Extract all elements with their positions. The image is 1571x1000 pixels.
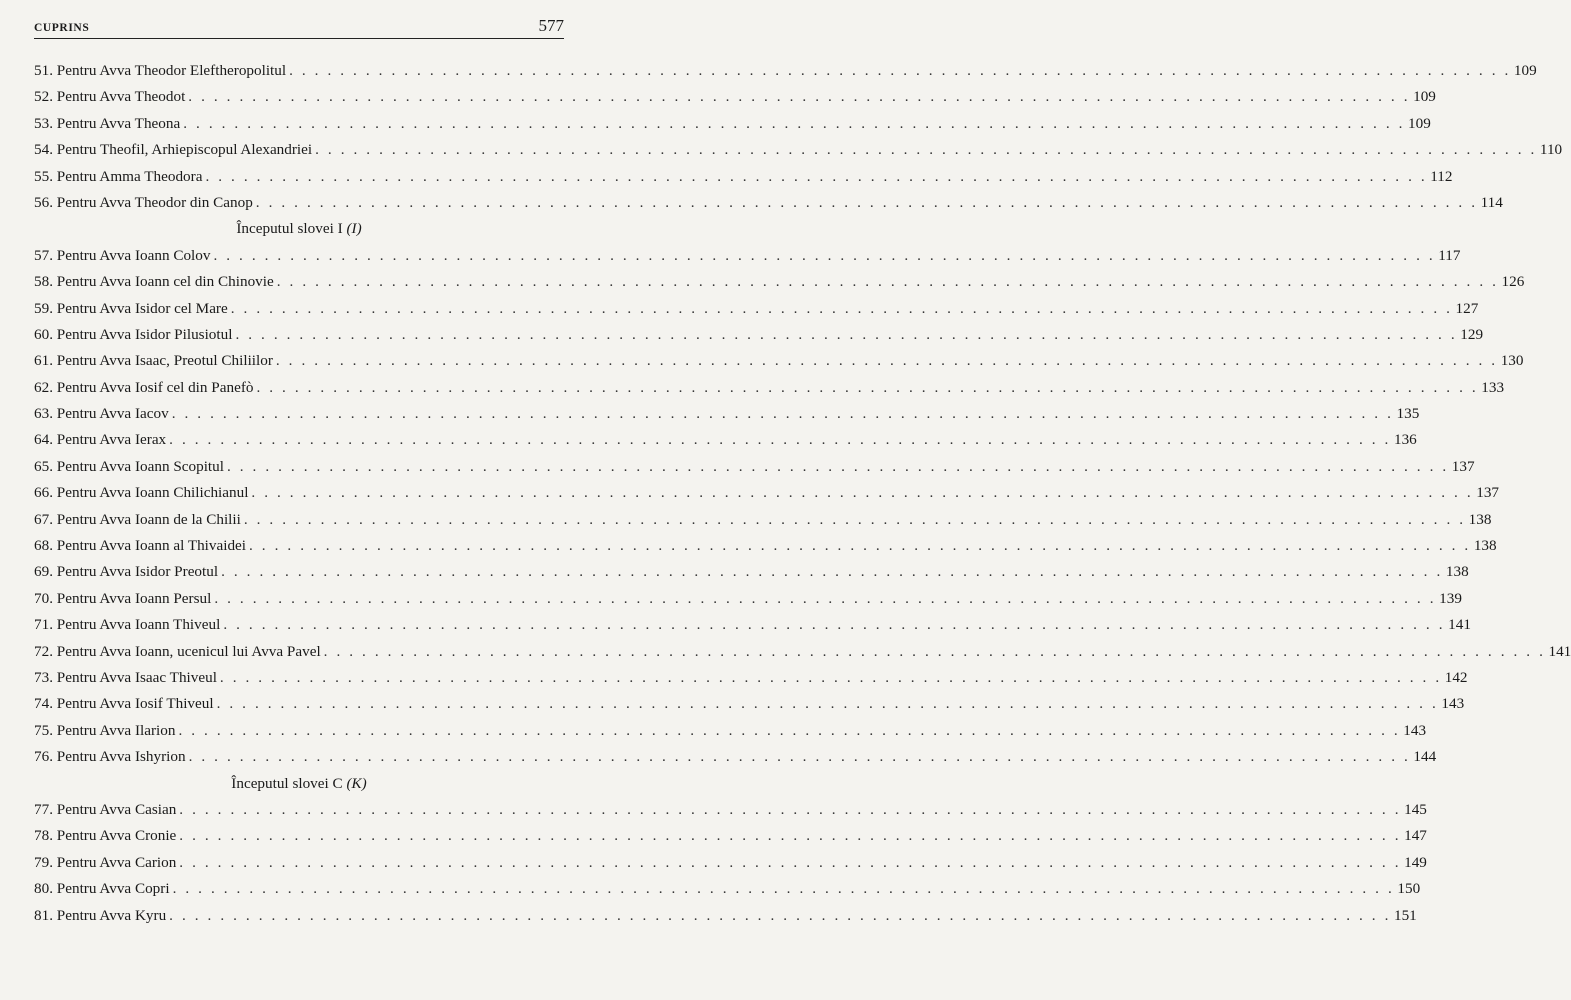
toc-entry-page: 151 xyxy=(1393,906,1417,924)
toc-entry-page: 143 xyxy=(1441,695,1465,713)
dot-leader: . . . . . . . . . . . . . . . . . . . . . . . . . . . . . . . . . . . . . . . . . . . . . . . . . . . . . . . . . . . . . . . . . . . . . . . . . . . . . . . . . . . . . . . . . . . . . . . . xyxy=(230,299,1453,317)
toc-entry-page: 142 xyxy=(1444,668,1468,686)
toc-entry-title: 76. Pentru Avva Ishyrion xyxy=(34,748,186,766)
toc-entry-title: 71. Pentru Avva Ioann Thiveul xyxy=(34,616,221,634)
dot-leader: . . . . . . . . . . . . . . . . . . . . . . . . . . . . . . . . . . . . . . . . . . . . . . . . . . . . . . . . . . . . . . . . . . . . . . . . . . . . . . . . . . . . . . . . . . . . . . . . xyxy=(219,668,1442,686)
toc-entry-title: 69. Pentru Avva Isidor Preotul xyxy=(34,563,219,581)
dot-leader: . . . . . . . . . . . . . . . . . . . . . . . . . . . . . . . . . . . . . . . . . . . . . . . . . . . . . . . . . . . . . . . . . . . . . . . . . . . . . . . . . . . . . . . . . . . . . . . . xyxy=(276,273,1499,291)
dot-leader: . . . . . . . . . . . . . . . . . . . . . . . . . . . . . . . . . . . . . . . . . . . . . . . . . . . . . . . . . . . . . . . . . . . . . . . . . . . . . . . . . . . . . . . . . . . . . . . . xyxy=(226,457,1449,475)
section-heading xyxy=(34,216,564,242)
dot-leader: . . . . . . . . . . . . . . . . . . . . . . . . . . . . . . . . . . . . . . . . . . . . . . . . . . . . . . . . . . . . . . . . . . . . . . . . . . . . . . . . . . . . . . . . . . . . . . . . xyxy=(213,246,1436,264)
toc-entry xyxy=(34,533,1497,559)
toc-entry xyxy=(34,375,1505,401)
toc-entry-title: 52. Pentru Avva Theodot xyxy=(34,88,186,106)
toc-entry xyxy=(34,876,1421,902)
toc-entry xyxy=(34,850,1427,876)
toc-entry xyxy=(34,559,1469,585)
toc-entry-title: 67. Pentru Avva Ioann de la Chilii xyxy=(34,510,241,528)
toc-entry-title: 51. Pentru Avva Theodor Eleftheropolitul xyxy=(34,62,287,79)
toc-entry-page: 149 xyxy=(1404,853,1427,871)
toc-entry-page: 139 xyxy=(1439,589,1462,607)
dot-leader: . . . . . . . . . . . . . . . . . . . . . . . . . . . . . . . . . . . . . . . . . . . . . . . . . . . . . . . . . . . . . . . . . . . . . . . . . . . . . . . . . . . . . . . . . . . . . . . . xyxy=(178,721,1401,739)
toc-entry xyxy=(34,612,1471,638)
toc-entry-page: 129 xyxy=(1460,325,1484,343)
toc-entry-page: 109 xyxy=(1513,62,1537,79)
toc-entry-page: 117 xyxy=(1438,246,1461,264)
toc-entry-title: 60. Pentru Avva Isidor Pilusiotul xyxy=(34,325,233,343)
toc-entry-title: 56. Pentru Avva Theodor din Canop xyxy=(34,193,253,211)
toc-entry-title: 74. Pentru Avva Iosif Thiveul xyxy=(34,695,214,713)
dot-leader: . . . . . . . . . . . . . . . . . . . . . . . . . . . . . . . . . . . . . . . . . . . . . . . . . . . . . . . . . . . . . . . . . . . . . . . . . . . . . . . . . . . . . . . . . . . . . . . . xyxy=(205,167,1428,185)
dot-leader: . . . . . . . . . . . . . . . . . . . . . . . . . . . . . . . . . . . . . . . . . . . . . . . . . . . . . . . . . . . . . . . . . . . . . . . . . . . . . . . . . . . . . . . . . . . . . . . . xyxy=(188,748,1411,766)
toc-entry-title: 55. Pentru Amma Theodora xyxy=(34,167,203,185)
toc-entry-page: 114 xyxy=(1480,193,1503,211)
toc-entry xyxy=(34,111,1431,137)
dot-leader: . . . . . . . . . . . . . . . . . . . . . . . . . . . . . . . . . . . . . . . . . . . . . . . . . . . . . . . . . . . . . . . . . . . . . . . . . . . . . . . . . . . . . . . . . . . . . . . . xyxy=(223,616,1446,634)
dot-leader: . . . . . . . . . . . . . . . . . . . . . . . . . . . . . . . . . . . . . . . . . . . . . . . . . . . . . . . . . . . . . . . . . . . . . . . . . . . . . . . . . . . . . . . . . . . . . . . . xyxy=(275,352,1498,370)
toc-entry xyxy=(34,454,1475,480)
toc-entry-title: 63. Pentru Avva Iacov xyxy=(34,405,169,423)
toc-entry-title: 79. Pentru Avva Carion xyxy=(34,853,177,871)
toc-entry-page: 145 xyxy=(1404,800,1427,818)
dot-leader: . . . . . . . . . . . . . . . . . . . . . . . . . . . . . . . . . . . . . . . . . . . . . . . . . . . . . . . . . . . . . . . . . . . . . . . . . . . . . . . . . . . . . . . . . . . . . . . . xyxy=(221,563,1443,581)
toc-entry-page: 136 xyxy=(1393,431,1417,449)
dot-leader: . . . . . . . . . . . . . . . . . . . . . . . . . . . . . . . . . . . . . . . . . . . . . . . . . . . . . . . . . . . . . . . . . . . . . . . . . . . . . . . . . . . . . . . . . . . . . . . . xyxy=(169,431,1391,449)
toc-entry-page: 133 xyxy=(1481,378,1505,396)
section-heading xyxy=(34,771,564,797)
dot-leader: . . . . . . . . . . . . . . . . . . . . . . . . . . . . . . . . . . . . . . . . . . . . . . . . . . . . . . . . . . . . . . . . . . . . . . . . . . . . . . . . . . . . . . . . . . . . . . . . xyxy=(183,114,1406,132)
toc-entry-title: 70. Pentru Avva Ioann Persul xyxy=(34,589,212,607)
toc-entry-page: 150 xyxy=(1397,880,1421,898)
running-title: CUPRINS xyxy=(34,22,90,34)
running-header xyxy=(34,16,564,39)
toc-entry-page: 143 xyxy=(1403,721,1427,739)
toc-entry xyxy=(34,480,1500,506)
toc-entry-title: 66. Pentru Avva Ioann Chilichianul xyxy=(34,484,249,502)
toc-entry-page: 138 xyxy=(1445,563,1469,581)
toc-entry xyxy=(34,797,1427,823)
toc-entry xyxy=(34,639,1571,665)
toc-entry-page: 130 xyxy=(1500,352,1524,370)
dot-leader: . . . . . . . . . . . . . . . . . . . . . . . . . . . . . . . . . . . . . . . . . . . . . . . . . . . . . . . . . . . . . . . . . . . . . . . . . . . . . . . . . . . . . . . . . . . . . . . . xyxy=(251,484,1474,502)
toc-entry-page: 127 xyxy=(1455,299,1479,317)
toc-entry xyxy=(34,243,1461,269)
toc-entry-title: 77. Pentru Avva Casian xyxy=(34,800,177,818)
page-number: 577 xyxy=(538,16,564,35)
dot-leader: . . . . . . . . . . . . . . . . . . . . . . . . . . . . . . . . . . . . . . . . . . . . . . . . . . . . . . . . . . . . . . . . . . . . . . . . . . . . . . . . . . . . . . . . . . . . . . . . xyxy=(235,325,1458,343)
dot-leader: . . . . . . . . . . . . . . . . . . . . . . . . . . . . . . . . . . . . . . . . . . . . . . . . . . . . . . . . . . . . . . . . . . . . . . . . . . . . . . . . . . . . . . . . . . . . . . . . xyxy=(255,193,1478,211)
toc-entry-page: 141 xyxy=(1548,642,1571,660)
toc-entry xyxy=(34,427,1417,453)
toc-entry-title: 61. Pentru Avva Isaac, Preotul Chiliilor xyxy=(34,352,273,370)
toc-entry-title: 53. Pentru Avva Theona xyxy=(34,114,181,132)
toc-entry-title: 75. Pentru Avva Ilarion xyxy=(34,721,176,739)
dot-leader: . . . . . . . . . . . . . . . . . . . . . . . . . . . . . . . . . . . . . . . . . . . . . . . . . . . . . . . . . . . . . . . . . . . . . . . . . . . . . . . . . . . . . . . . . . . . . . . . xyxy=(171,405,1394,423)
dot-leader: . . . . . . . . . . . . . . . . . . . . . . . . . . . . . . . . . . . . . . . . . . . . . . . . . . . . . . . . . . . . . . . . . . . . . . . . . . . . . . . . . . . . . . . . . . . . . . . . xyxy=(179,827,1402,845)
dot-leader: . . . . . . . . . . . . . . . . . . . . . . . . . . . . . . . . . . . . . . . . . . . . . . . . . . . . . . . . . . . . . . . . . . . . . . . . . . . . . . . . . . . . . . . . . . . . . . . . xyxy=(323,642,1546,660)
toc-entry xyxy=(34,665,1468,691)
toc-entry-page: 138 xyxy=(1473,537,1497,555)
toc-entry xyxy=(34,507,1492,533)
dot-leader: . . . . . . . . . . . . . . . . . . . . . . . . . . . . . . . . . . . . . . . . . . . . . . . . . . . . . . . . . . . . . . . . . . . . . . . . . . . . . . . . . . . . . . . . . . . . . . . . xyxy=(172,880,1395,898)
dot-leader: . . . . . . . . . . . . . . . . . . . . . . . . . . . . . . . . . . . . . . . . . . . . . . . . . . . . . . . . . . . . . . . . . . . . . . . . . . . . . . . . . . . . . . . . . . . . . . . . xyxy=(216,695,1439,713)
toc-entry xyxy=(34,58,1537,84)
dot-leader: . . . . . . . . . . . . . . . . . . . . . . . . . . . . . . . . . . . . . . . . . . . . . . . . . . . . . . . . . . . . . . . . . . . . . . . . . . . . . . . . . . . . . . . . . . . . . . . . xyxy=(289,62,1511,79)
toc-entry-title: 68. Pentru Avva Ioann al Thivaidei xyxy=(34,537,247,555)
toc-entry-title: 78. Pentru Avva Cronie xyxy=(34,827,177,845)
toc-entry-page: 109 xyxy=(1408,114,1431,132)
toc-entry xyxy=(34,137,1563,163)
toc-entry-page: 135 xyxy=(1396,405,1420,423)
toc-entry-title: 57. Pentru Avva Ioann Colov xyxy=(34,246,211,264)
toc-entry-title: 81. Pentru Avva Kyru xyxy=(34,906,167,924)
section-letter: (I) xyxy=(346,220,362,238)
toc-entry-title: 64. Pentru Avva Ierax xyxy=(34,431,167,449)
toc-entry-title: 73. Pentru Avva Isaac Thiveul xyxy=(34,668,217,686)
section-heading-text: Începutul slovei C xyxy=(231,774,343,792)
toc-entry xyxy=(34,823,1427,849)
dot-leader: . . . . . . . . . . . . . . . . . . . . . . . . . . . . . . . . . . . . . . . . . . . . . . . . . . . . . . . . . . . . . . . . . . . . . . . . . . . . . . . . . . . . . . . . . . . . . . . . xyxy=(249,537,1471,555)
dot-leader: . . . . . . . . . . . . . . . . . . . . . . . . . . . . . . . . . . . . . . . . . . . . . . . . . . . . . . . . . . . . . . . . . . . . . . . . . . . . . . . . . . . . . . . . . . . . . . . . xyxy=(214,589,1437,607)
toc-entry-page: 144 xyxy=(1413,748,1437,766)
toc-entry-title: 54. Pentru Theofil, Arhiepiscopul Alexandriei xyxy=(34,141,313,159)
toc-entry-page: 137 xyxy=(1451,457,1475,475)
toc-entry-title: 58. Pentru Avva Ioann cel din Chinovie xyxy=(34,273,274,291)
toc-entry xyxy=(34,401,1420,427)
section-heading-text: Începutul slovei I xyxy=(236,220,343,238)
toc-entry xyxy=(34,348,1524,374)
toc-entry-page: 137 xyxy=(1476,484,1500,502)
toc-entry-title: 65. Pentru Avva Ioann Scopitul xyxy=(34,457,224,475)
toc-entry-title: 80. Pentru Avva Copri xyxy=(34,880,170,898)
toc-entry xyxy=(34,296,1479,322)
toc-entry-title: 62. Pentru Avva Iosif cel din Panefò xyxy=(34,378,254,396)
dot-leader: . . . . . . . . . . . . . . . . . . . . . . . . . . . . . . . . . . . . . . . . . . . . . . . . . . . . . . . . . . . . . . . . . . . . . . . . . . . . . . . . . . . . . . . . . . . . . . . . xyxy=(169,906,1391,924)
toc-entry-page: 138 xyxy=(1468,510,1492,528)
toc-entry-page: 109 xyxy=(1413,88,1436,106)
dot-leader: . . . . . . . . . . . . . . . . . . . . . . . . . . . . . . . . . . . . . . . . . . . . . . . . . . . . . . . . . . . . . . . . . . . . . . . . . . . . . . . . . . . . . . . . . . . . . . . . xyxy=(179,800,1402,818)
section-letter: (K) xyxy=(346,774,367,792)
toc-entry xyxy=(34,322,1484,348)
toc-entry-title: 72. Pentru Avva Ioann, ucenicul lui Avva Pavel xyxy=(34,642,321,660)
toc-entry xyxy=(34,903,1417,929)
toc-entry xyxy=(34,84,1436,110)
dot-leader: . . . . . . . . . . . . . . . . . . . . . . . . . . . . . . . . . . . . . . . . . . . . . . . . . . . . . . . . . . . . . . . . . . . . . . . . . . . . . . . . . . . . . . . . . . . . . . . . xyxy=(188,88,1411,106)
toc-entry-page: 110 xyxy=(1539,141,1563,159)
table-of-contents xyxy=(34,58,1571,929)
dot-leader: . . . . . . . . . . . . . . . . . . . . . . . . . . . . . . . . . . . . . . . . . . . . . . . . . . . . . . . . . . . . . . . . . . . . . . . . . . . . . . . . . . . . . . . . . . . . . . . . xyxy=(256,378,1479,396)
toc-entry xyxy=(34,586,1462,612)
toc-entry-page: 141 xyxy=(1448,616,1471,634)
toc-entry xyxy=(34,718,1427,744)
dot-leader: . . . . . . . . . . . . . . . . . . . . . . . . . . . . . . . . . . . . . . . . . . . . . . . . . . . . . . . . . . . . . . . . . . . . . . . . . . . . . . . . . . . . . . . . . . . . . . . . xyxy=(243,510,1466,528)
toc-entry-page: 112 xyxy=(1430,167,1453,185)
toc-entry-title: 59. Pentru Avva Isidor cel Mare xyxy=(34,299,228,317)
toc-entry xyxy=(34,164,1453,190)
toc-entry xyxy=(34,190,1503,216)
toc-entry-page: 147 xyxy=(1404,827,1427,845)
toc-entry-page: 126 xyxy=(1501,273,1525,291)
toc-entry xyxy=(34,744,1437,770)
toc-entry xyxy=(34,691,1465,717)
toc-entry xyxy=(34,269,1525,295)
dot-leader: . . . . . . . . . . . . . . . . . . . . . . . . . . . . . . . . . . . . . . . . . . . . . . . . . . . . . . . . . . . . . . . . . . . . . . . . . . . . . . . . . . . . . . . . . . . . . . . . xyxy=(179,853,1402,871)
dot-leader: . . . . . . . . . . . . . . . . . . . . . . . . . . . . . . . . . . . . . . . . . . . . . . . . . . . . . . . . . . . . . . . . . . . . . . . . . . . . . . . . . . . . . . . . . . . . . . . . xyxy=(315,141,1537,159)
